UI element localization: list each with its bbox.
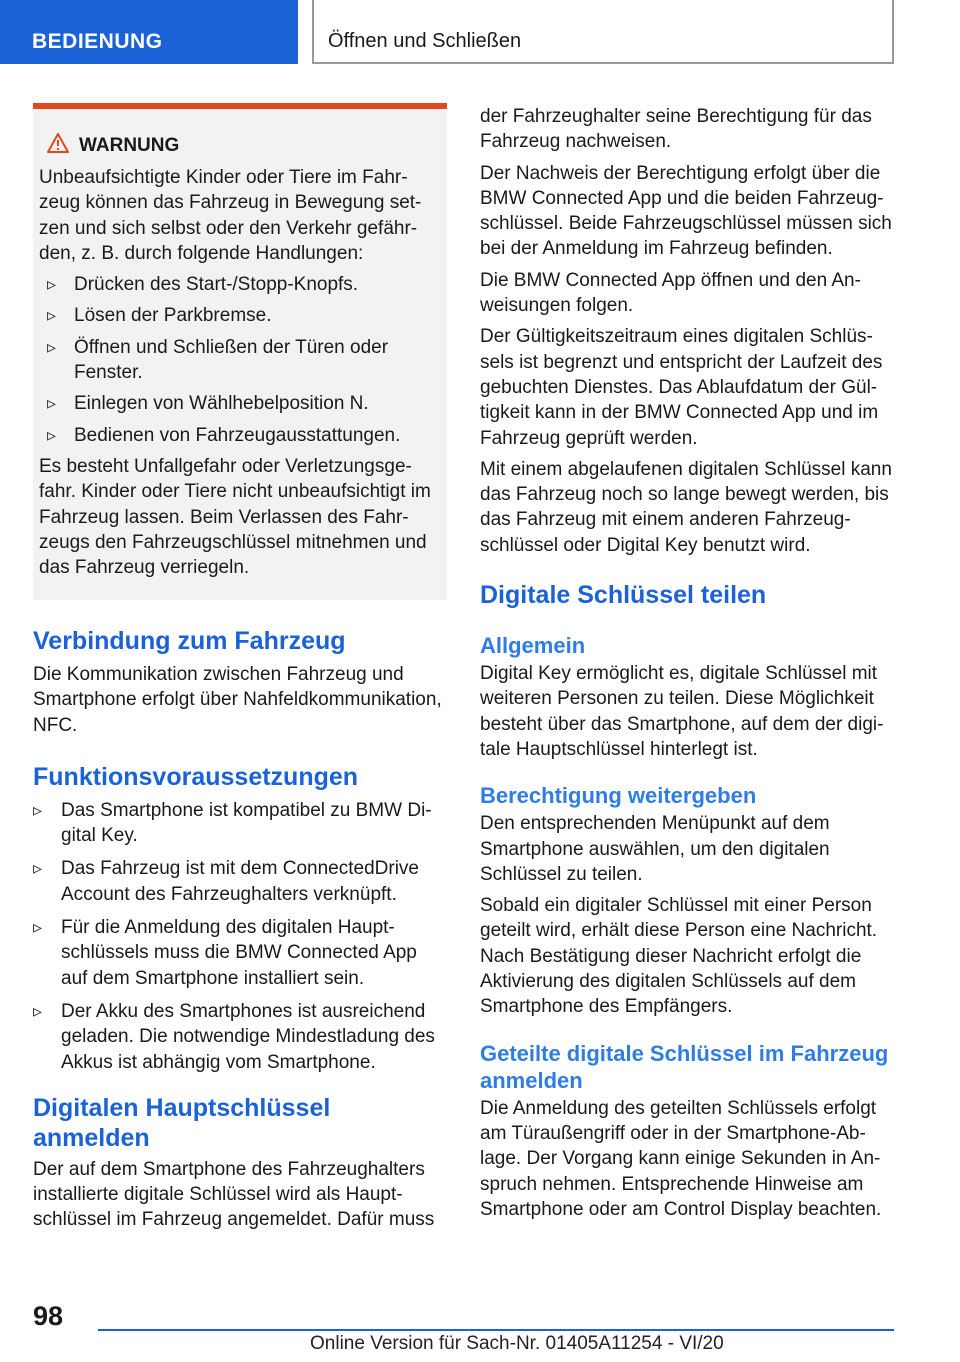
- warning-intro: Unbeaufsichtigte Kinder oder Tiere im Fahr-zeug können das Fahrzeug in Bewegung set-zen und sich selbst oder den Verkehr gefähr-den, z. B. durch folgende Handlungen:: [39, 167, 422, 264]
- warning-outro: Es besteht Unfallgefahr oder Verletzungsge-fahr. Kinder oder Tiere nicht unbeaufsichtigt im Fahrzeug lassen. Beim Verlassen des Fahr-zeugs den Fahrzeugschlüssel mitnehmen und das Fahrzeug verriegeln.: [39, 455, 431, 579]
- list-item: ▹ Das Fahrzeug ist mit dem ConnectedDrive Account des Fahrzeughalters verknüpft.: [33, 856, 447, 907]
- right-p5: Mit einem abgelaufenen digitalen Schlüssel kann das Fahrzeug noch so lange bewegt werden, bis das Fahrzeug mit einem anderen Fahrzeug-schlüssel oder Digital Key benutzt wird.: [480, 458, 892, 556]
- warning-triangle-icon: [47, 133, 69, 153]
- list-item: ▹ Das Smartphone ist kompatibel zu BMW Di-gital Key.: [33, 798, 447, 849]
- warning-box: [33, 103, 447, 600]
- right-p4: Der Gültigkeitszeitraum eines digitalen Schlüs-sels ist begrenzt und entspricht der Laufzeit des gebuchten Dienstes. Das Ablaufdatum der Gül-tigkeit kann in der BMW Connected App und im Fahrzeug geprüft werden.: [480, 326, 883, 449]
- text-allgemein: Digital Key ermöglicht es, digitale Schlüssel mit weiteren Personen zu teilen. Diese Möglichkeit besteht über das Smartphone, auf dem der digi-tale Hauptschlüssel hinterlegt ist.: [480, 663, 884, 760]
- heading-verbindung: Verbindung zum Fahrzeug: [33, 627, 346, 655]
- list-item: ▹ Einlegen von Wählhebelposition N.: [39, 391, 443, 416]
- heading-funktion: Funktionsvoraussetzungen: [33, 762, 359, 791]
- page-number: 98: [33, 1301, 64, 1331]
- warning-body: [39, 165, 443, 580]
- heading-teilen: Digitale Schlüssel teilen: [480, 581, 767, 610]
- funktion-list: [33, 798, 447, 1075]
- list-item: ▹ Für die Anmeldung des digitalen Haupt-schlüssels muss die BMW Connected App auf dem Smartphone installiert sein.: [33, 915, 447, 991]
- heading-geteilt: Geteilte digitale Schlüssel im Fahrzeug anmelden: [480, 1040, 889, 1093]
- text-berechtigung-1: Den entsprechenden Menüpunkt auf dem Smartphone auswählen, um den digitalen Schlüssel zu teilen.: [480, 813, 830, 885]
- text-verbindung: Die Kommunikation zwischen Fahrzeug und Smartphone erfolgt über Nahfeldkommunikation, NFC.: [33, 664, 442, 736]
- heading-allgemein: Allgemein: [480, 633, 586, 659]
- right-p2: Der Nachweis der Berechtigung erfolgt über die BMW Connected App und die beiden Fahrzeug-schlüssel. Beide Fahrzeugschlüssel müssen sich bei der Anmeldung im Fahrzeug befinden.: [480, 162, 892, 260]
- text-berechtigung-2: Sobald ein digitaler Schlüssel mit einer Person geteilt wird, erhält diese Person eine Nachricht. Nach Bestätigung dieser Nachricht erfolgt die Aktivierung des digitalen Schlüssels auf dem Smartphone des Empfängers.: [480, 895, 878, 1018]
- warning-header: [79, 135, 179, 157]
- footer-text: Online Version für Sach-Nr. 01405A11254 - VI/20: [310, 1333, 724, 1354]
- warning-list: [39, 272, 443, 448]
- list-item: ▹ Drücken des Start-/Stopp-Knopfs.: [39, 272, 443, 297]
- heading-berechtigung: Berechtigung weitergeben: [480, 783, 757, 809]
- list-item: ▹ Öffnen und Schließen der Türen oder Fenster.: [39, 335, 443, 386]
- chapter-title: Öffnen und Schließen: [328, 30, 522, 52]
- chapter-header: [312, 0, 894, 64]
- footer-rule: [98, 1329, 894, 1331]
- warning-heading: WARNUNG: [79, 135, 180, 156]
- section-label: BEDIENUNG: [32, 30, 163, 53]
- heading-haupt: Digitalen Hauptschlüssel anmelden: [33, 1093, 331, 1152]
- text-geteilt: Die Anmeldung des geteilten Schlüssels erfolgt am Türaußengriff oder in der Smartphone-Ab-lage. Der Vorgang kann einige Sekunden in An-spruch nehmen. Entsprechende Hinweise am Smartphone oder am Control Display beachten.: [480, 1097, 882, 1220]
- right-p3: Die BMW Connected App öffnen und den An-weisungen folgen.: [480, 269, 861, 317]
- text-haupt: Der auf dem Smartphone des Fahrzeughalters installierte digitale Schlüssel wird als Haupt-schlüssel im Fahrzeug angemeldet. Dafür muss: [33, 1158, 435, 1231]
- list-item: ▹ Bedienen von Fahrzeugausstattungen.: [39, 423, 443, 448]
- list-item: ▹ Der Akku des Smartphones ist ausreichend geladen. Die notwendige Mindestladung des Akkus ist abhängig vom Smartphone.: [33, 999, 447, 1075]
- section-tab: [0, 0, 298, 64]
- right-column: [480, 104, 896, 1222]
- right-p1: der Fahrzeughalter seine Berechtigung für das Fahrzeug nachweisen.: [480, 106, 872, 153]
- left-column: [33, 626, 447, 1233]
- list-item: ▹ Lösen der Parkbremse.: [39, 303, 443, 328]
